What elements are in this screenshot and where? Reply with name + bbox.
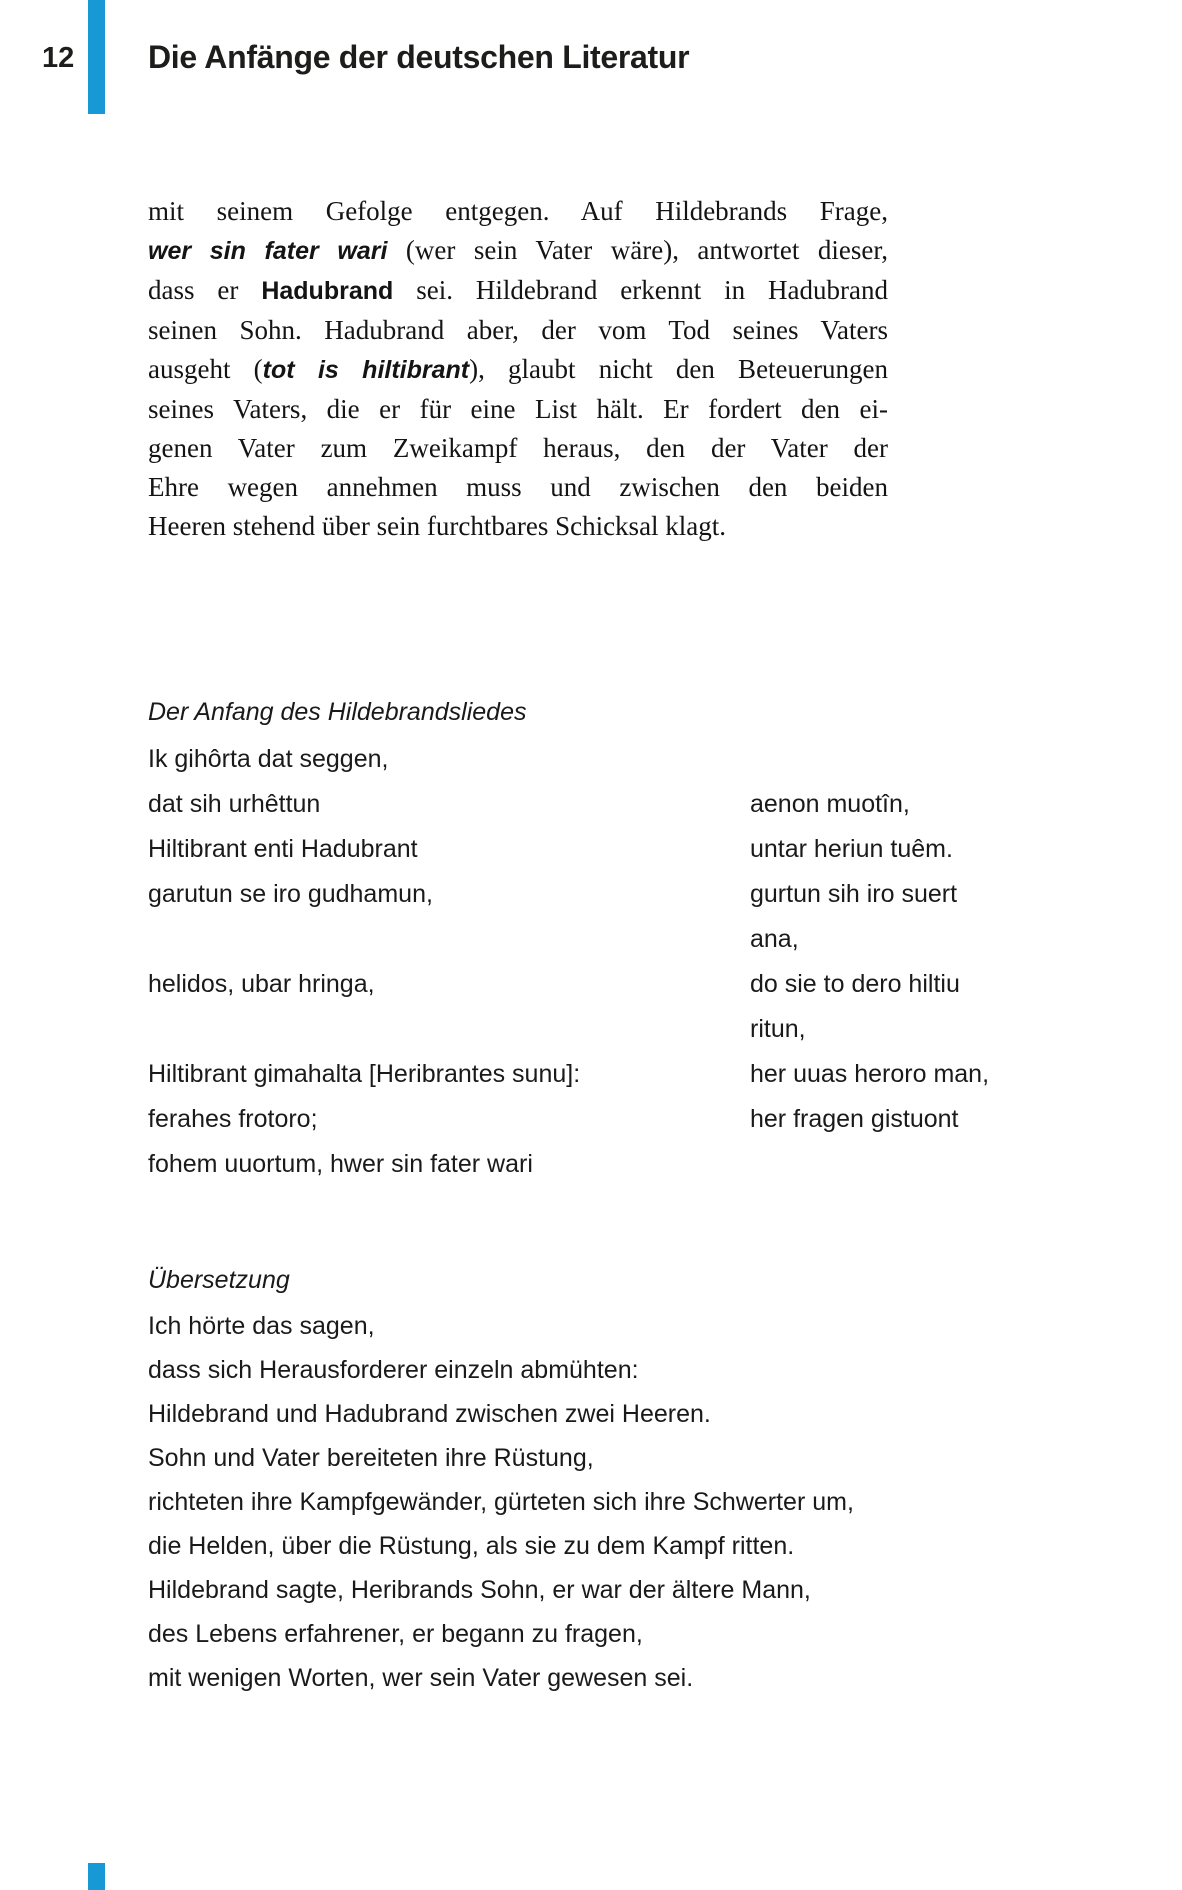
poem-line-right: ritun, bbox=[750, 1015, 806, 1043]
poem-line-right: gurtun sih iro suert bbox=[750, 880, 958, 908]
translation-line: des Lebens erfahrener, er begann zu fragen, bbox=[148, 1620, 643, 1648]
translation-section bbox=[148, 1258, 1128, 1700]
poem-line-right bbox=[750, 737, 1068, 782]
intro-line: seines Vaters, die er für eine List hält. Er fordert den ei- bbox=[148, 394, 888, 424]
poem-line-right: untar heriun tuêm. bbox=[750, 835, 953, 863]
intro-line: genen Vater zum Zweikampf heraus, den der Vater der bbox=[148, 433, 888, 463]
poem-grid bbox=[148, 737, 1068, 1187]
chapter-accent-bar-bottom bbox=[88, 1863, 105, 1890]
intro-line: mit seinem Gefolge entgegen. Auf Hildebrands Frage, bbox=[148, 196, 888, 226]
translation-line: Sohn und Vater bereiteten ihre Rüstung, bbox=[148, 1444, 594, 1472]
old-german-phrase: tot is hiltibrant bbox=[262, 356, 470, 384]
poem-line-left: helidos, ubar hringa, bbox=[148, 970, 375, 998]
chapter-accent-bar bbox=[88, 0, 105, 114]
intro-line: dass er Hadubrand sei. Hildebrand erkennt in Hadubrand bbox=[148, 275, 889, 305]
intro-line: Ehre wegen annehmen muss und zwischen den beiden bbox=[148, 472, 888, 502]
poem-line-right: her fragen gistuont bbox=[750, 1105, 959, 1133]
poem-line-left: ferahes frotoro; bbox=[148, 1105, 318, 1133]
intro-paragraph bbox=[148, 192, 888, 546]
poem-line-left: Hiltibrant gimahalta [Heribrantes sunu]: bbox=[148, 1060, 581, 1088]
chapter-title: Die Anfänge der deutschen Literatur bbox=[148, 39, 690, 75]
poem-line-right: her uuas heroro man, bbox=[750, 1060, 990, 1088]
translation-line: Hildebrand sagte, Heribrands Sohn, er war der ältere Mann, bbox=[148, 1576, 811, 1604]
poem-line-left: Hiltibrant enti Hadubrant bbox=[148, 835, 418, 863]
poem-line-right: do sie to dero hiltiu bbox=[750, 970, 960, 998]
translation-heading: Übersetzung bbox=[148, 1266, 290, 1294]
translation-line: richteten ihre Kampfgewänder, gürteten sich ihre Schwerter um, bbox=[148, 1488, 854, 1516]
old-german-phrase: wer sin fater wari bbox=[148, 237, 388, 265]
poem-line-right: aenon muotîn, bbox=[750, 790, 910, 818]
translation-line: Hildebrand und Hadubrand zwischen zwei Heeren. bbox=[148, 1400, 711, 1428]
poem-line-left: garutun se iro gudhamun, bbox=[148, 880, 433, 908]
keyword-hadubrand: Hadubrand bbox=[261, 277, 394, 305]
poem-line-right bbox=[750, 1142, 1068, 1187]
translation-line: mit wenigen Worten, wer sein Vater gewesen sei. bbox=[148, 1664, 694, 1692]
intro-line: seinen Sohn. Hadubrand aber, der vom Tod seines Vaters bbox=[148, 315, 888, 345]
poem-line-left: dat sih urhêttun bbox=[148, 790, 321, 818]
translation-line: die Helden, über die Rüstung, als sie zu dem Kampf ritten. bbox=[148, 1532, 795, 1560]
intro-line: Heeren stehend über sein furchtbares Schicksal klagt. bbox=[148, 511, 727, 541]
poem-section bbox=[148, 690, 1068, 1187]
translation-line: dass sich Herausforderer einzeln abmühten: bbox=[148, 1356, 639, 1384]
poem-line-left bbox=[148, 1007, 750, 1052]
poem-line-left bbox=[148, 917, 750, 962]
poem-heading: Der Anfang des Hildebrandsliedes bbox=[148, 698, 527, 726]
intro-line: wer sin fater wari (wer sein Vater wäre), antwortet dieser, bbox=[148, 235, 888, 265]
poem-line-right: ana, bbox=[750, 925, 799, 953]
translation-line: Ich hörte das sagen, bbox=[148, 1312, 375, 1340]
poem-line-left: fohem uuortum, hwer sin fater wari bbox=[148, 1150, 533, 1178]
page-number: 12 bbox=[42, 42, 75, 74]
poem-line-left: Ik gihôrta dat seggen, bbox=[148, 745, 389, 773]
intro-line: ausgeht (tot is hiltibrant), glaubt nicht den Beteuerungen bbox=[148, 354, 888, 384]
